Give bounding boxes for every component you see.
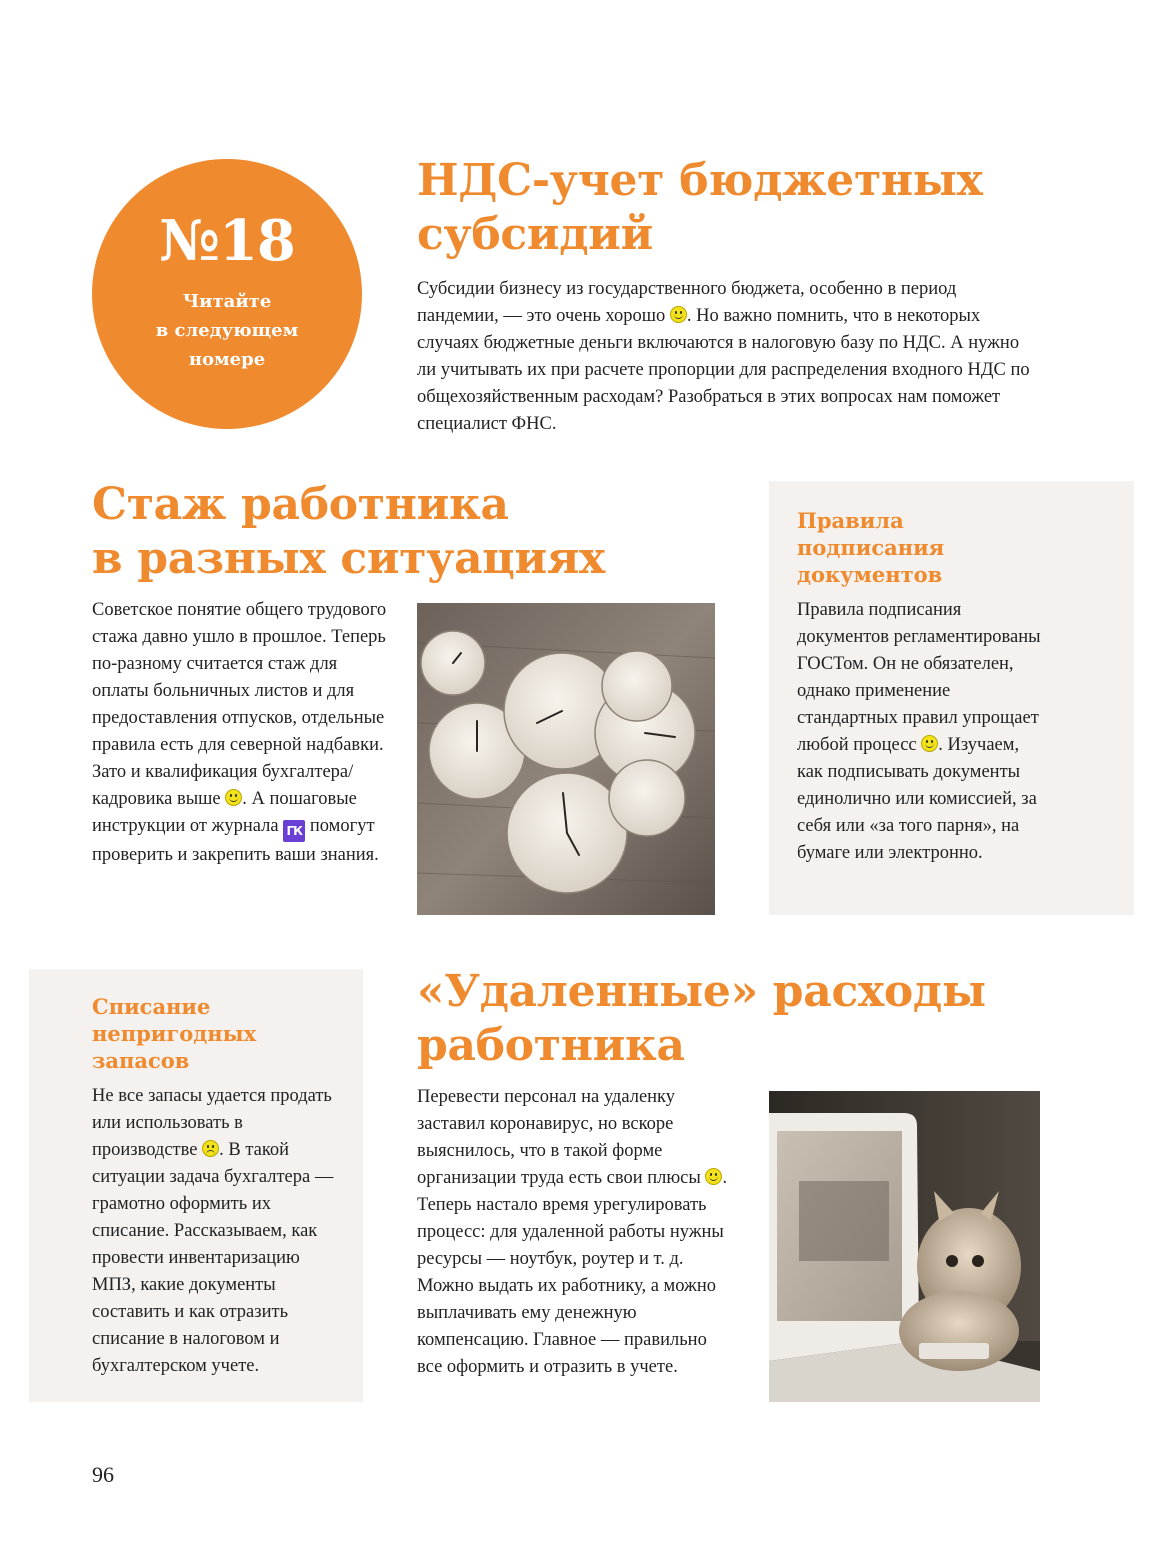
article-vat: [417, 154, 1057, 438]
smile-icon: [705, 1168, 722, 1185]
article-vat-text: Субсидии бизнесу из государственного бюджета, особенно в период пандемии, — это очень хорошо . Но важно помнить, что в некоторых случаях бюджетные деньги включаются в налоговую базу по НДС. А нужно ли учитывать их при расчете пропорции для распределения входного НДС по общехозяйственным расходам? Разобраться в этих вопросах нам поможет специалист ФНС.: [417, 279, 1030, 434]
kitten-laptop-illustration: [769, 1091, 1040, 1402]
article-writeoff-title: Списание непригодных запасов: [92, 994, 257, 1073]
article-writeoff-box: [29, 969, 363, 1402]
page-number: 96: [92, 1462, 114, 1487]
article-seniority-text: Советское понятие общего трудового стажа давно ушло в прошлое. Теперь по-разному считается стаж для оплаты больничных листов и для предоставления отпусков, отдельные правила есть для северной надбавки. Зато и квалификация бухгалтера/кадровика выше . А пошаговые инструкции от журнала ГК помогут проверить и закрепить ваши знания.: [92, 600, 387, 865]
kitten-laptop-photo: [769, 1091, 1040, 1402]
article-vat-title: НДС-учет бюджетных субсидий: [417, 155, 983, 260]
issue-subtitle: Читайте в следующем номере: [155, 291, 299, 370]
article-remote-text: Перевести персонал на удаленку заставил коронавирус, но вскоре выяснилось, что в такой форме организации труда есть свои плюсы . Теперь настало время урегулировать процесс: для удаленной работы нужны ресурсы — ноутбук, роутер и т. д. Можно выдать их работнику, а можно выплачивать ему денежную компенсацию. Главное — правильно все оформить и отразить в учете.: [417, 1087, 728, 1377]
article-signing-box: [769, 481, 1134, 915]
article-remote-title: «Удаленные» расходы работника: [417, 966, 986, 1071]
smile-icon: [225, 789, 242, 806]
journal-logo-icon: ГК: [283, 820, 305, 842]
article-seniority-title: Стаж работника в разных ситуациях: [92, 479, 605, 584]
smile-icon: [670, 306, 687, 323]
article-seniority: [92, 478, 712, 586]
issue-number: №18: [159, 208, 295, 274]
smile-icon: [921, 735, 938, 752]
clock-faces-photo: [417, 603, 715, 915]
issue-badge: [92, 159, 362, 429]
article-signing-title: Правила подписания документов: [797, 508, 945, 587]
article-writeoff-text: Не все запасы удается продать или использовать в производстве . В такой ситуации задача бухгалтера — грамотно оформить их списание. Рассказываем, как провести инвентаризацию МПЗ, какие документы составить и как отразить списание в налоговом и бухгалтерском учете.: [92, 1086, 334, 1376]
article-signing-text: Правила подписания документов регламентированы ГОСТом. Он не обязателен, однако применение стандартных правил упрощает любой процесс . Изучаем, как подписывать документы единолично или комиссией, за себя или «за того парня», на бумаге или электронно.: [797, 600, 1041, 863]
article-remote: [417, 965, 1057, 1073]
clock-faces-illustration: [417, 603, 715, 915]
sad-icon: [202, 1140, 219, 1157]
